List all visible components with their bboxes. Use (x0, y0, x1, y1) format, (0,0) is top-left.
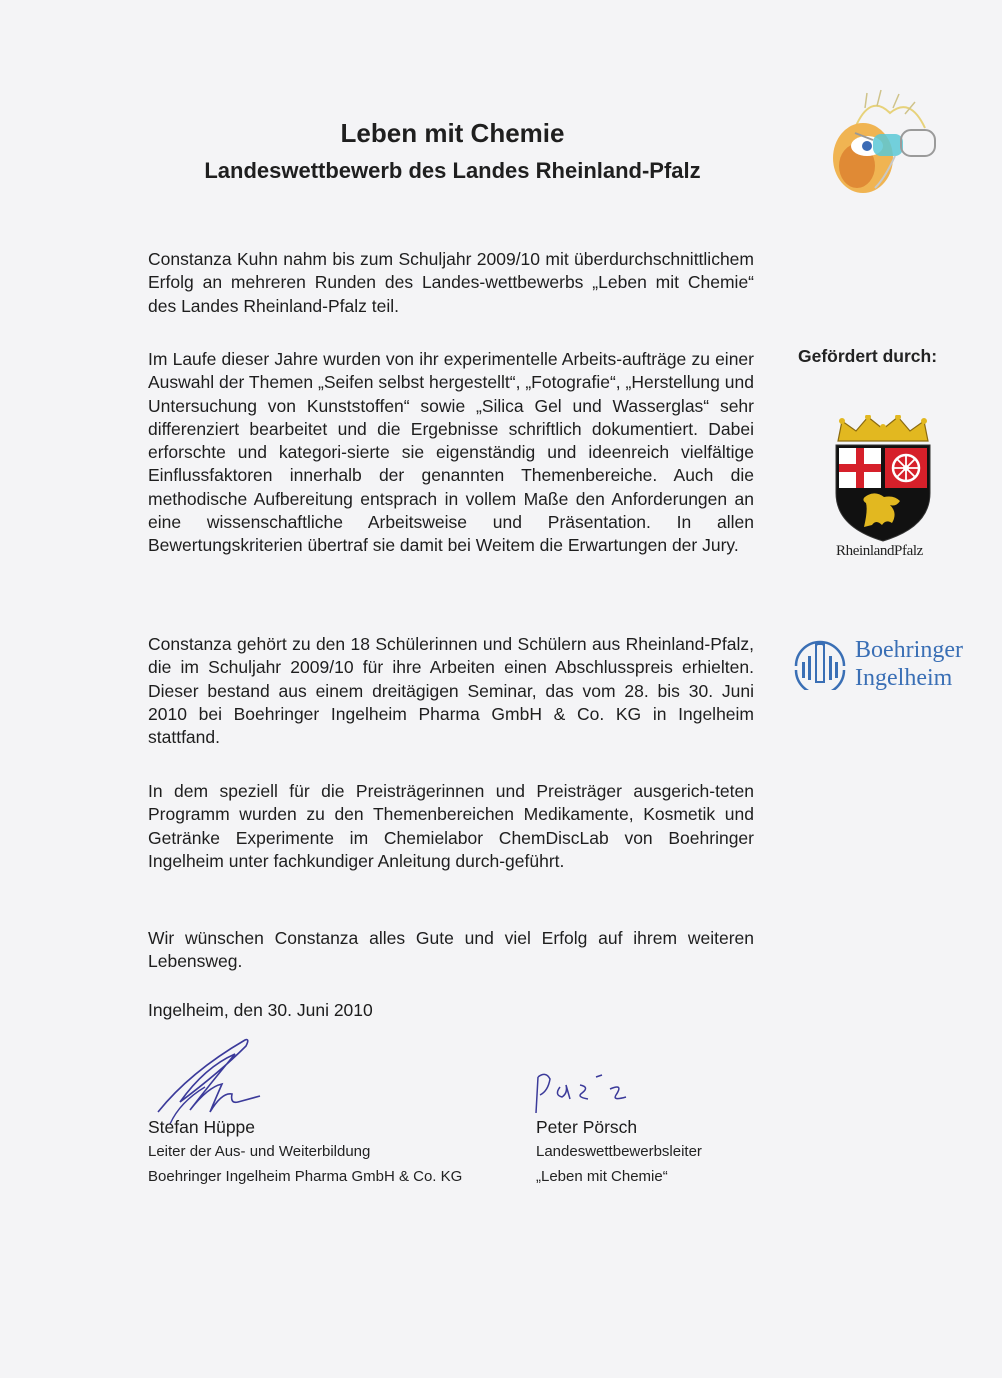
boehringer-logo-icon (790, 630, 850, 690)
handwritten-signature-right (532, 1065, 632, 1120)
paragraph-wishes: Wir wünschen Constanza alles Gute und viel Erfolg auf ihrem weiteren Lebensweg. (148, 928, 754, 972)
signer-left-role: Leiter der Aus- und Weiterbildung (148, 1143, 371, 1160)
signer-left-org: Boehringer Ingelheim Pharma GmbH & Co. KG (148, 1168, 463, 1185)
paragraph-award: Constanza gehört zu den 18 Schülerinnen und Schülern aus Rheinland-Pfalz, die im Schuljahr 2009/10 für ihre Arbeiten einen Abschlusspreis erhielten. Dieser bestand aus einem dreitägigen Seminar, das vom 28. bis 30. Juni 2010 bei Boehringer Ingelheim Pharma GmbH & Co. KG in Ingelheim stattfand. (148, 634, 754, 748)
place-and-date: Ingelheim, den 30. Juni 2010 (148, 1000, 373, 1020)
rheinland-pfalz-coat-of-arms-icon (828, 415, 938, 543)
page-title: Leben mit Chemie (340, 118, 565, 148)
paragraph-program: In dem speziell für die Preisträgerinnen und Preisträger ausgerich-teten Programm wurden zu den Themenbereichen Medikamente, Kosmetik und Getränke Experimente im Chemielabor ChemDiscLab von Boehringer Ingelheim unter fachkundiger Anleitung durch-geführt. (148, 781, 754, 871)
event-logo-face-icon (815, 88, 940, 198)
signer-right-org: „Leben mit Chemie“ (536, 1168, 668, 1185)
signer-left-name: Stefan Hüppe (148, 1117, 256, 1137)
boehringer-wordmark-line1: Boehringer (855, 637, 963, 663)
signer-right-role: Landeswettbewerbsleiter (536, 1143, 702, 1160)
handwritten-signature-left (150, 1032, 275, 1127)
page-subtitle: Landeswettbewerb des Landes Rheinland-Pfalz (204, 158, 701, 183)
sponsor-heading: Gefördert durch: (798, 346, 938, 366)
boehringer-wordmark-line2: Ingelheim (855, 665, 953, 691)
paragraph-participation: Constanza Kuhn nahm bis zum Schuljahr 2009/10 mit überdurchschnittlichem Erfolg an mehreren Runden des Landes-wettbewerbs „Leben mit Chemie“ des Landes Rheinland-Pfalz teil. (148, 249, 754, 316)
rheinland-pfalz-wordmark: RheinlandPfalz (836, 543, 923, 559)
signer-right-name: Peter Pörsch (536, 1117, 638, 1137)
paragraph-work-description: Im Laufe dieser Jahre wurden von ihr experimentelle Arbeits-aufträge zu einer Auswahl der Themen „Seifen selbst hergestellt“, „Fotografie“, „Herstellung und Untersuchung von Kunststoffen“ sowie „Silica Gel und Wasserglas“ sehr differenziert bearbeitet und die Ergebnisse schriftlich dokumentiert. Dabei erforschte und kategori-sierte sie eigenständig und ideenreich vielfältige Einflussfaktoren innerhalb der genannten Themenbereiche. Auch die methodische Aufbereitung entsprach in vollem Maße den Anforderungen an eine wissenschaftliche Arbeitsweise und Präsentation. In allen Bewertungskriterien übertraf sie damit bei Weitem die Erwartungen der Jury. (148, 349, 754, 556)
